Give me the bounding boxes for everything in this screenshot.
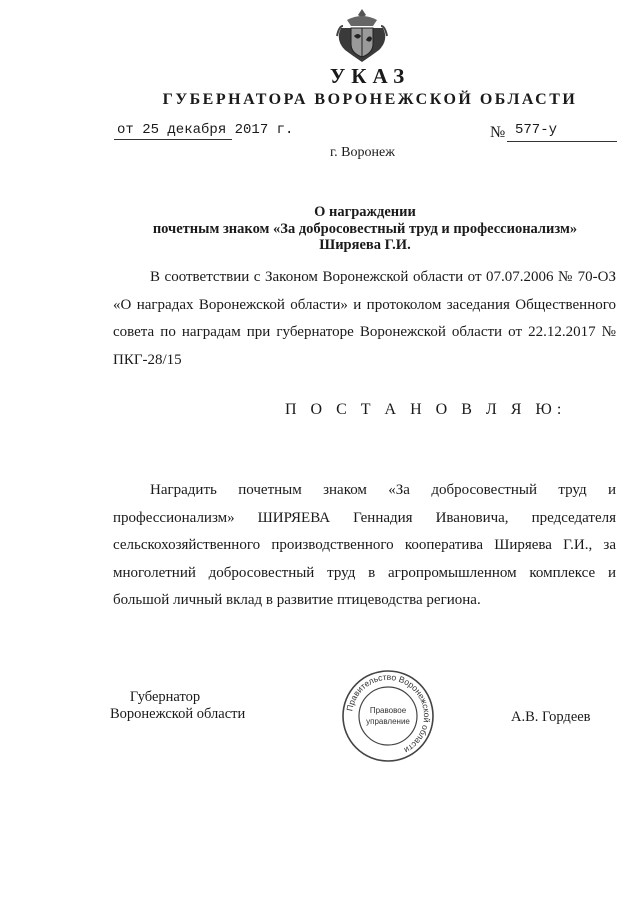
date-underline xyxy=(114,139,232,140)
signatory-organization: Воронежской области xyxy=(110,706,246,722)
stamp-inner-line-2: управление xyxy=(366,717,410,726)
decree-subtitle: ГУБЕРНАТОРА ВОРОНЕЖСКОЙ ОБЛАСТИ xyxy=(162,91,578,108)
decree-word: П О С Т А Н О В Л Я Ю: xyxy=(285,401,567,418)
decree-heading xyxy=(100,204,630,254)
number-underline xyxy=(507,141,617,142)
heading-line-2: почетным знаком «За добросовестный труд и профессионализм» xyxy=(152,220,578,237)
decree-number: 577-у xyxy=(515,122,558,138)
signatory-name: А.В. Гордеев xyxy=(511,709,591,725)
signatory-position: Губернатор xyxy=(129,689,201,705)
stamp-outer-text: Правительство Воронежской области xyxy=(344,671,433,756)
heading-line-1: О награждении xyxy=(314,204,416,220)
city: г. Воронеж xyxy=(330,145,395,160)
official-stamp-icon xyxy=(340,668,436,764)
number-prefix: № xyxy=(490,124,506,141)
decree-title: УКАЗ xyxy=(329,64,411,88)
preamble-paragraph: В соответствии с Законом Воронежской области от 07.07.2006 № 70-ОЗ «О наградах Воронежской области» и протоколом заседания Общественного совета по наградам при губернаторе Воронежской области от 22.12.2017 № ПКГ-28/15 xyxy=(113,269,616,368)
stamp-inner-line-1: Правовое xyxy=(369,706,407,715)
coat-of-arms-icon xyxy=(333,6,391,64)
decree-date: от 25 декабря 2017 г. xyxy=(117,122,294,138)
heading-line-3: Ширяева Г.И. xyxy=(319,237,411,253)
body-paragraph: Наградить почетным знаком «За добросовестный труд и профессионализм» ШИРЯЕВА Геннадия Ивановича, председателя сельскохозяйственного производственного кооператива Ширяева Г.И., за многолетний добросовестный труд в агропромышленном комплексе и большой личный вклад в развитие птицеводства региона. xyxy=(113,482,616,608)
